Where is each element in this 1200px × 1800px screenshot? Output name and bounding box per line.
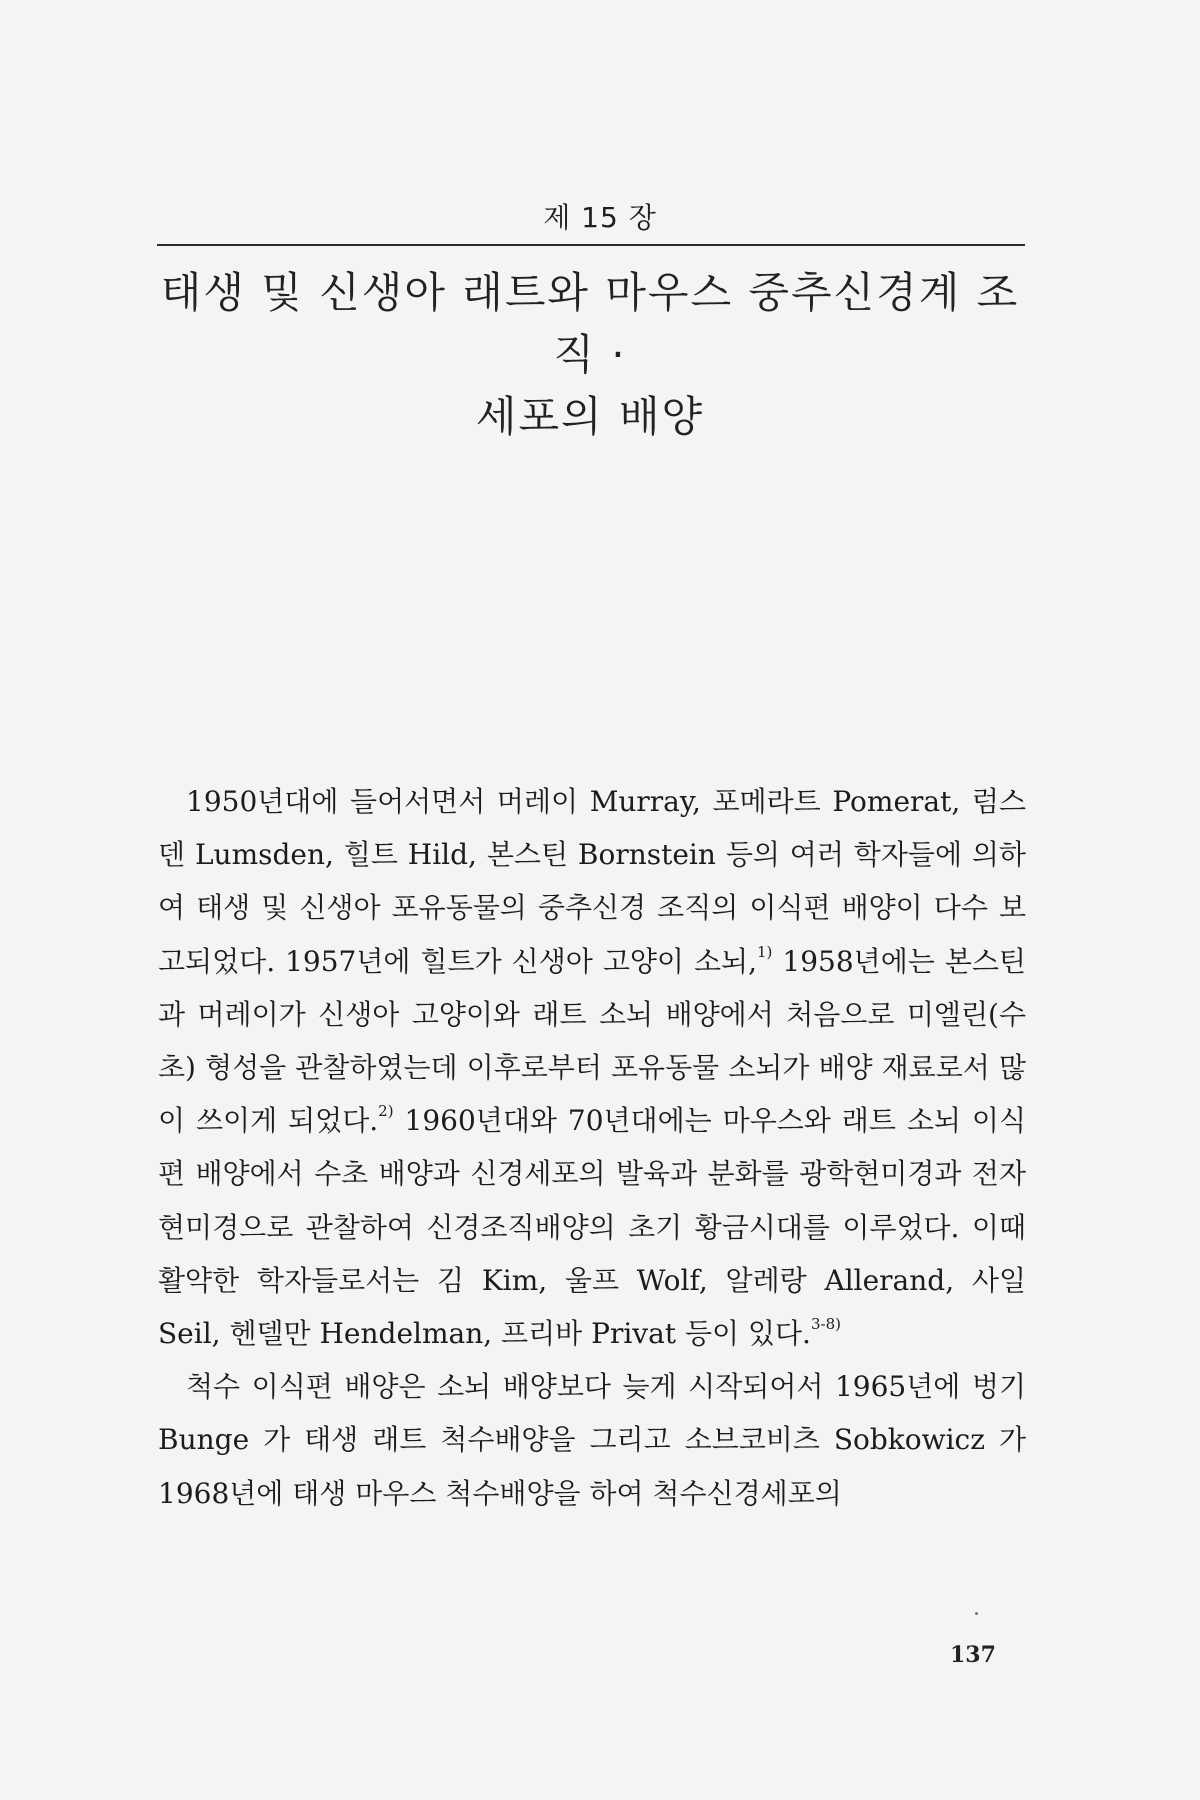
title-divider	[157, 244, 1025, 246]
speck	[975, 1612, 978, 1615]
paragraph-1-text-c: 1960년대와 70년대에는 마우스와 래트 소뇌 이식편 배양에서 수초 배양과 신경세포의 발육과 분화를 광학현미경과 전자현미경으로 관찰하여 신경조직배양의 초기 황금시대를 이루었다. 이때 활약한 학자들로서는 김 Kim, 울프 Wolf, 알레랑 Allerand, 사일 Seil, 헨델만 Hendelman, 프리바 Privat 등이 있다.	[158, 1104, 1026, 1351]
paragraph-2	[158, 1360, 1026, 1520]
chapter-title-line-1: 태생 및 신생아 래트와 마우스 중추신경계 조직 ·	[160, 268, 1020, 379]
chapter-label: 제 15 장	[543, 201, 657, 234]
page-number: 137	[950, 1642, 996, 1668]
paragraph-1-text-b: 1958년에는 본스틴과 머레이가 신생아 고양이와 래트 소뇌 배양에서 처음으로 미엘린(수초) 형성을 관찰하였는데 이후로부터 포유동물 소뇌가 배양 재료로서 많이 쓰이게 되었다.	[158, 944, 1026, 1138]
footnote-ref-1: 1)	[756, 942, 773, 961]
chapter-title	[150, 262, 1030, 448]
footnote-ref-3-8: 3-8)	[810, 1315, 841, 1334]
paragraph-2-text: 척수 이식편 배양은 소뇌 배양보다 늦게 시작되어서 1965년에 벙기 Bunge 가 태생 래트 척수배양을 그리고 소브코비츠 Sobkowicz 가 1968년에 태생 마우스 척수배양을 하여 척수신경세포의	[158, 1370, 1026, 1510]
paragraph-1-text-a: 1950년대에 들어서면서 머레이 Murray, 포메라트 Pomerat, 럼스덴 Lumsden, 힐트 Hild, 본스틴 Bornstein 등의 여러 학자들에 의하여 태생 및 신생아 포유동물의 중추신경 조직의 이식편 배양이 다수 보고되었다. 1957년에 힐트가 신생아 고양이 소뇌,	[158, 785, 1026, 978]
footnote-ref-2: 2)	[378, 1102, 394, 1121]
chapter-title-line-2: 세포의 배양	[475, 392, 705, 441]
body-text	[158, 775, 1026, 1520]
paragraph-1	[158, 775, 1026, 1360]
